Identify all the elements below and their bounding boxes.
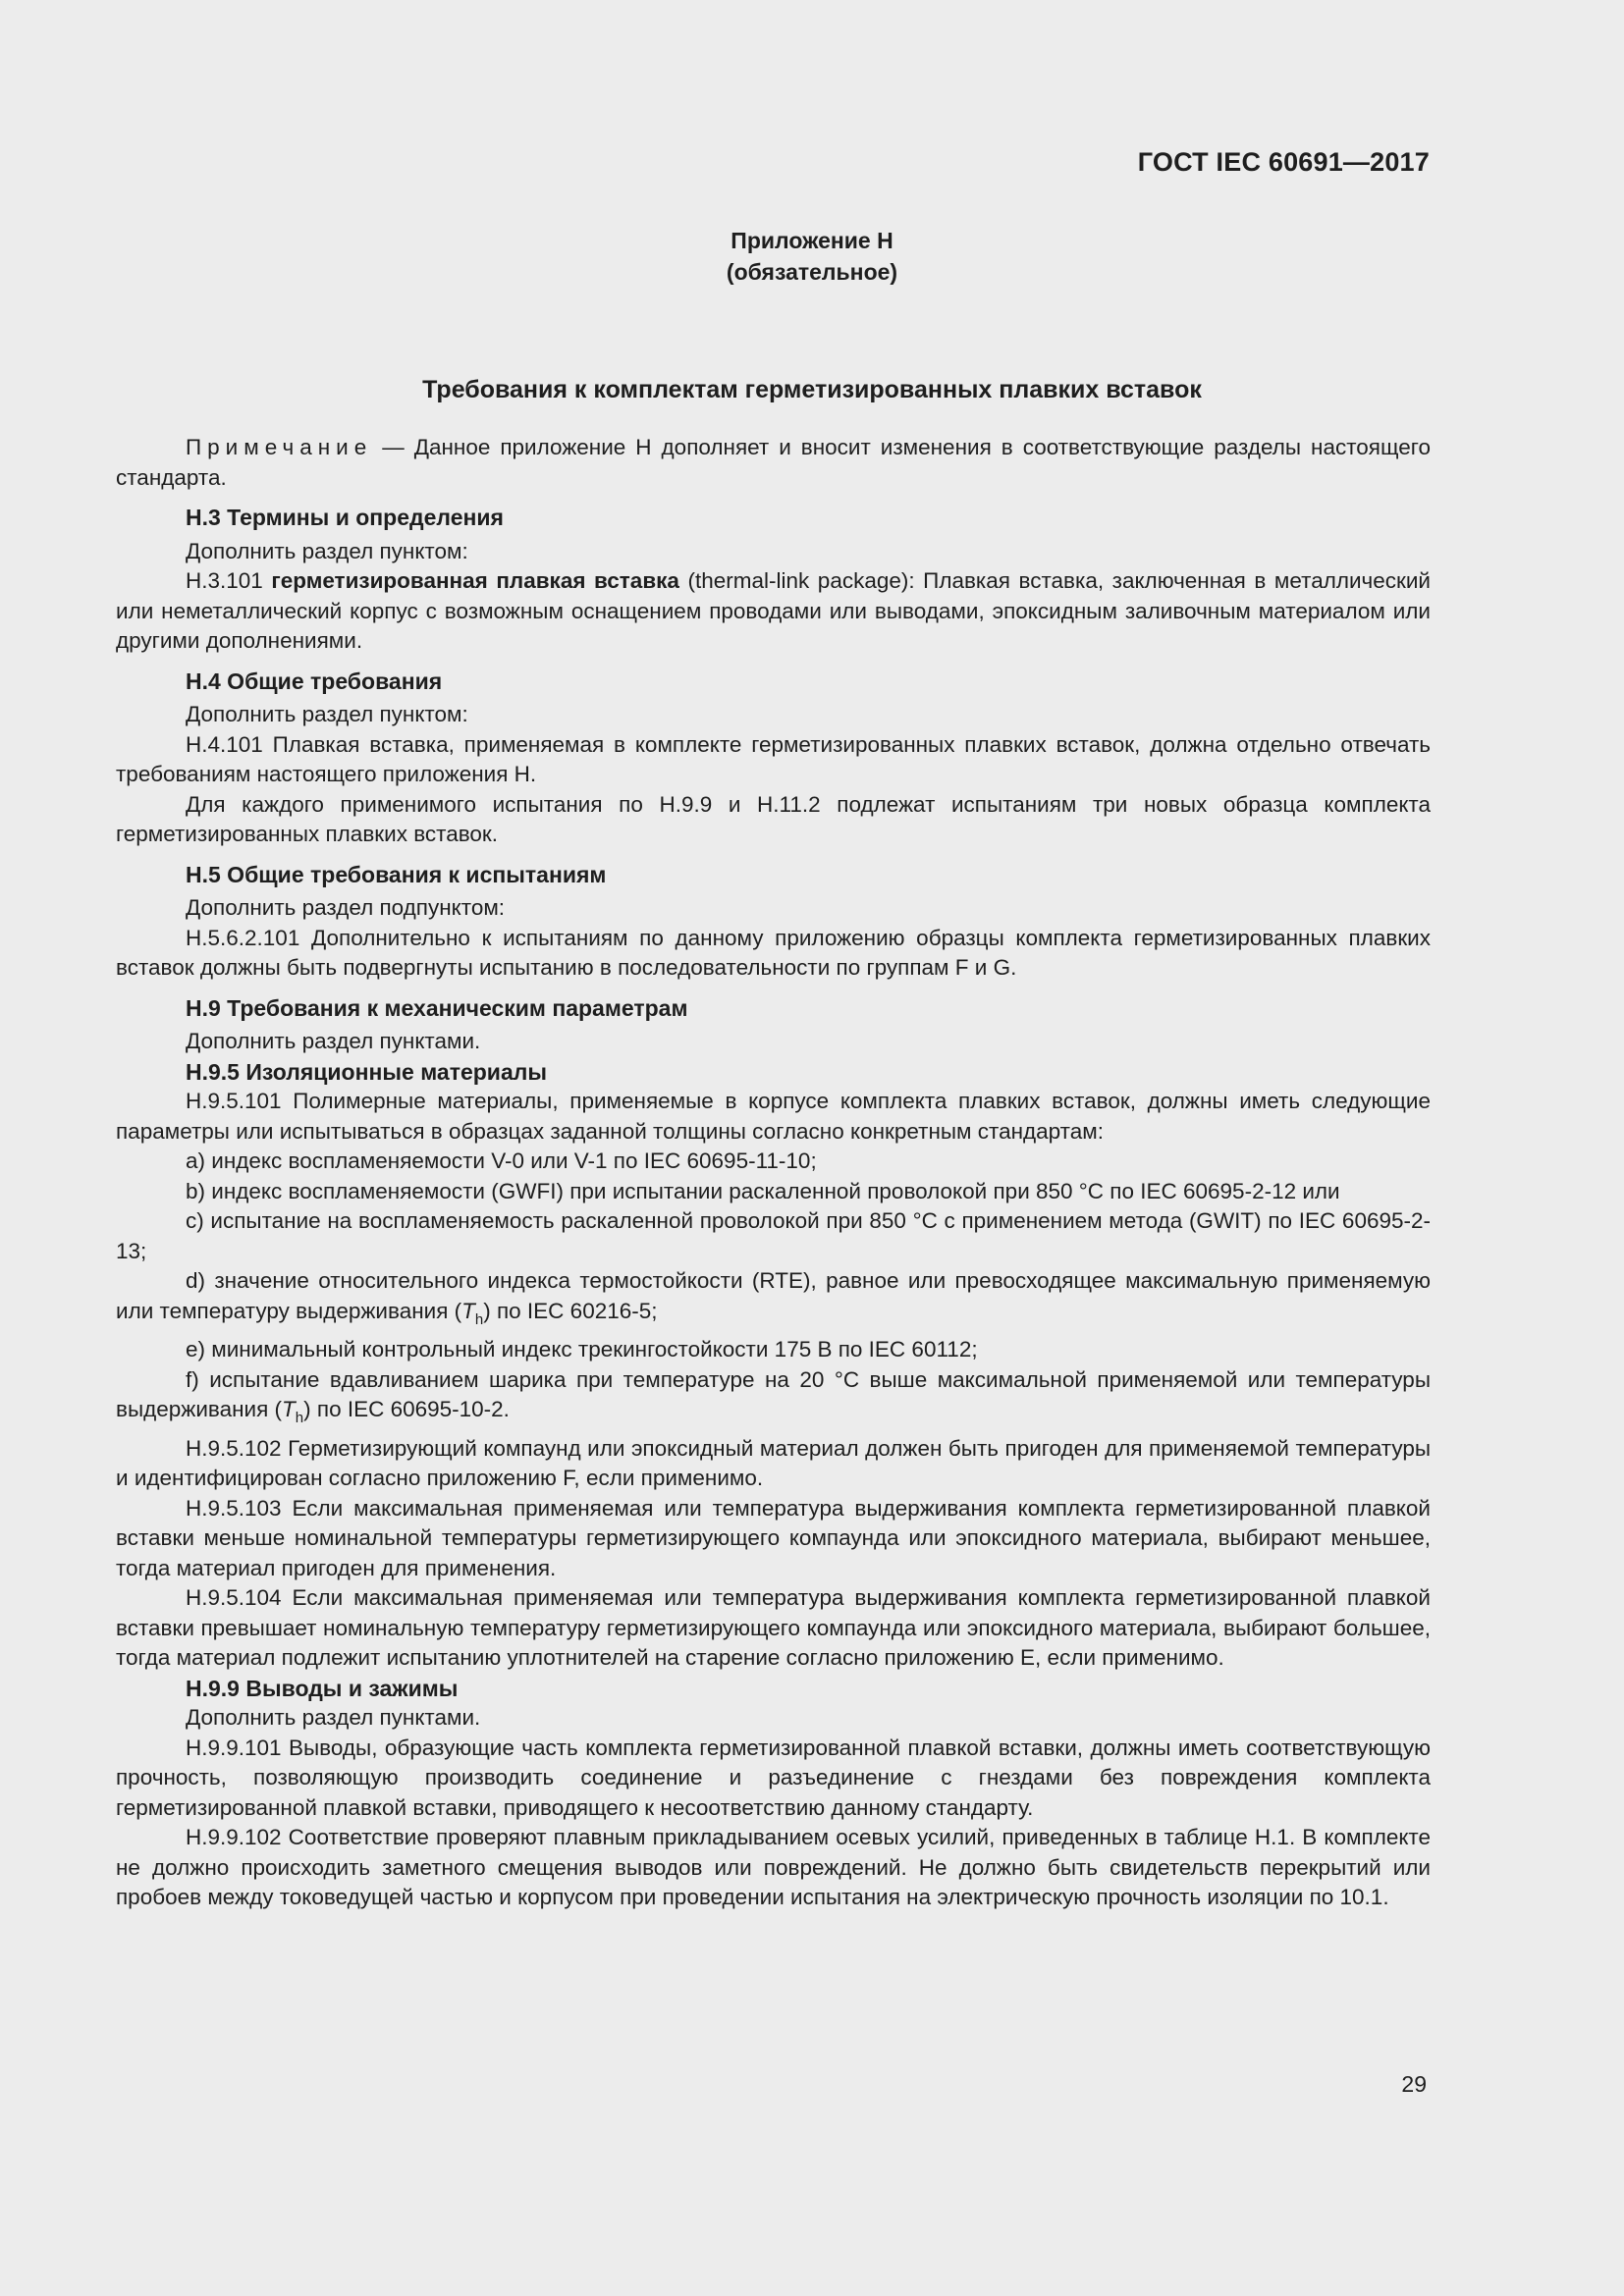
list-item-e: е) минимальный контрольный индекс трекингостойкости 175 В по IEC 60112; xyxy=(186,1337,978,1362)
section-h5-p1: Н.5.6.2.101 Дополнительно к испытаниям по данному приложению образцы комплекта герметизированных плавких вставок должны быть подвергнуты испытанию в последовательности по группам F и G. xyxy=(116,925,1431,980)
section-h3-add: Дополнить раздел пунктом: xyxy=(186,538,468,563)
note-paragraph xyxy=(116,433,1431,493)
body-text xyxy=(116,433,1431,1913)
list-item-f-tail: ) по IEC 60695-10-2. xyxy=(303,1397,510,1421)
section-h5-add: Дополнить раздел подпунктом: xyxy=(186,895,506,920)
subscript-h: h xyxy=(474,1310,484,1328)
section-h3-item xyxy=(116,566,1431,657)
section-h4-p1: Н.4.101 Плавкая вставка, применяемая в комплекте герметизированных плавких вставок, должна отдельно отвечать требованиям настоящего приложения Н. xyxy=(116,731,1431,786)
section-h95-p103: Н.9.5.103 Если максимальная применяемая или температура выдерживания комплекта герметизированной плавкой вставки меньше номинальной температуры герметизирующего компаунда или эпоксидного материала, выбирают меньшее, тогда материал пригоден для применения. xyxy=(116,1495,1431,1580)
section-h9-heading: Н.9 Требования к механическим параметрам xyxy=(186,994,688,1021)
section-h95-p101: Н.9.5.101 Полимерные материалы, применяемые в корпусе комплекта плавких вставок, должны иметь следующие параметры или испытываться в образцах заданной толщины согласно конкретным стандартам: xyxy=(116,1089,1431,1144)
page-number: 29 xyxy=(1401,2071,1427,2097)
defined-term: герметизированная плавкая вставка xyxy=(271,568,679,593)
annex-heading xyxy=(0,225,1624,288)
list-item-b: b) индекс воспламеняемости (GWFI) при испытании раскаленной проволокой при 850 °С по IEC 60695-2-12 или xyxy=(186,1178,1340,1203)
section-h99-heading: Н.9.9 Выводы и зажимы xyxy=(186,1675,459,1701)
section-h99-add: Дополнить раздел пунктами. xyxy=(186,1705,481,1730)
section-h99-p101: Н.9.9.101 Выводы, образующие часть комплекта герметизированной плавкой вставки, должны иметь соответствующую прочность, позволяющую производить соединение и разъединение с гнездами без повреждения комплекта герметизированной плавкой вставки, приводящего к несоответствию данному стандарту. xyxy=(116,1735,1431,1820)
note-label: Примечание xyxy=(186,435,373,459)
note-text: — Данное приложение Н дополняет и вносит изменения в соответствующие разделы настоящего стандарта. xyxy=(116,435,1431,490)
list-item-d-text: d) значение относительного индекса термостойкости (RTE), равное или превосходящее максимальную применяемую или температуру выдерживания ( xyxy=(116,1268,1431,1323)
section-h4-add: Дополнить раздел пунктом: xyxy=(186,702,468,726)
list-item-d-tail: ) по IEC 60216-5; xyxy=(483,1298,658,1323)
main-title: Требования к комплектам герметизированных плавких вставок xyxy=(422,376,1202,403)
section-h4-p2: Для каждого применимого испытания по Н.9.9 и Н.11.2 подлежат испытаниям три новых образца комплекта герметизированных плавких вставок. xyxy=(116,791,1431,846)
section-h5-heading: Н.5 Общие требования к испытаниям xyxy=(186,861,607,887)
section-h95-p102: Н.9.5.102 Герметизирующий компаунд или эпоксидный материал должен быть пригоден для применяемой температуры и идентифицирован согласно приложению F, если применимо. xyxy=(116,1435,1431,1490)
section-h4-heading: Н.4 Общие требования xyxy=(186,667,443,694)
annex-status: (обязательное) xyxy=(726,259,898,285)
list-item-f-text: f) испытание вдавливанием шарика при температуре на 20 °С выше максимальной применяемой или температуры выдерживания ( xyxy=(116,1366,1431,1421)
symbol-t: T xyxy=(282,1397,296,1421)
section-h9-add: Дополнить раздел пунктами. xyxy=(186,1029,481,1053)
symbol-t: T xyxy=(461,1298,475,1323)
section-h99-p102: Н.9.9.102 Соответствие проверяют плавным прикладыванием осевых усилий, приведенных в таблице Н.1. В комплекте не должно происходить заметного смещения выводов или повреждений. Не должно быть свидетельств перекрытий или пробоев между токоведущей частью и корпусом при проведении испытания на электрическую прочность изоляции по 10.1. xyxy=(116,1825,1431,1909)
standard-id: ГОСТ IEC 60691—2017 xyxy=(1137,147,1430,177)
list-item-c: с) испытание на воспламеняемость раскаленной проволокой при 850 °С с применением метода (GWIT) по IEC 60695-2-13; xyxy=(116,1208,1431,1263)
section-h95-heading: Н.9.5 Изоляционные материалы xyxy=(186,1058,547,1085)
section-h3-heading: Н.3 Термины и определения xyxy=(186,505,504,530)
list-item-d xyxy=(116,1266,1431,1335)
list-item-f xyxy=(116,1365,1431,1434)
section-h95-p104: Н.9.5.104 Если максимальная применяемая или температура выдерживания комплекта герметизированной плавкой вставки превышает номинальную температуру герметизирующего компаунда или эпоксидного материала, выбирают большее, тогда материал подлежит испытанию уплотнителей на старение согласно приложению Е, если применимо. xyxy=(116,1585,1431,1670)
subscript-h: h xyxy=(295,1410,304,1426)
item-number: Н.3.101 xyxy=(186,568,272,593)
list-item-a: а) индекс воспламеняемости V-0 или V-1 по IEC 60695-11-10; xyxy=(186,1148,817,1173)
term-definition: (thermal-link package): Плавкая вставка, заключенная в металлический или неметаллический корпус с возможным оснащением проводами или выводами, эпоксидным заливочным материалом или другими дополнениями. xyxy=(116,568,1431,653)
annex-title: Приложение Н xyxy=(731,228,893,253)
